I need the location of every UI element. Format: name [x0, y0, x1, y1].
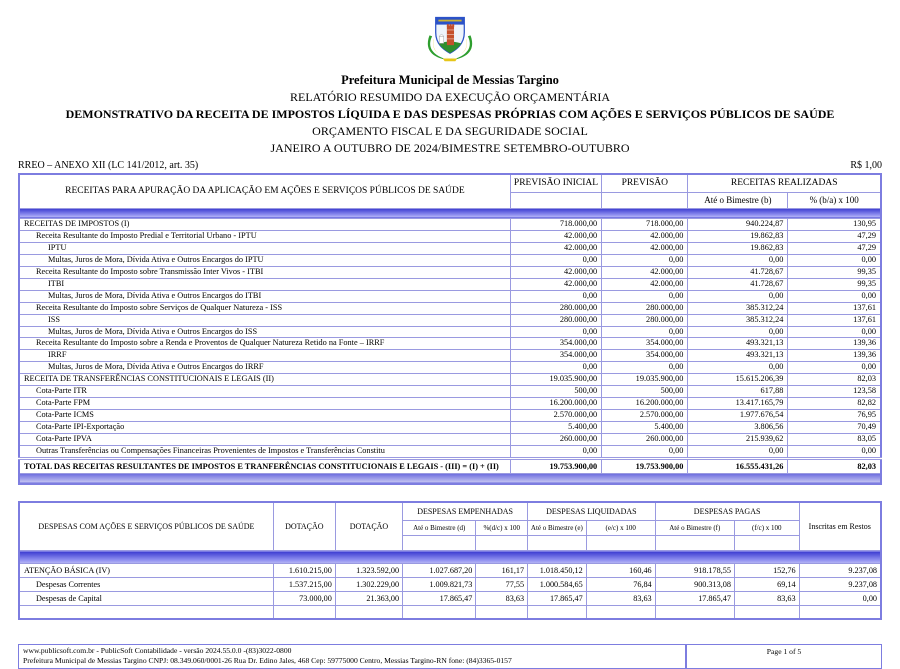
- row-value: 354.000,00: [602, 350, 688, 362]
- row-value: 0,00: [788, 445, 881, 458]
- row-label: Despesas de Capital: [19, 592, 273, 606]
- table-row: [19, 326, 881, 338]
- table-row: [19, 314, 881, 326]
- row-value: 19.035.900,00: [602, 374, 688, 386]
- row-value: 5.400,00: [510, 421, 601, 433]
- table-row: [19, 386, 881, 398]
- row-value: 99,35: [788, 278, 881, 290]
- row-label: RECEITA DE TRANSFERÊNCIAS CONSTITUCIONAIS E LEGAIS (II): [19, 374, 510, 386]
- row-value: 160,46: [586, 564, 655, 578]
- separator-band: [19, 208, 881, 219]
- col-ate-bimestre-b: Até o Bimestre (b): [688, 192, 788, 208]
- receitas-table: [18, 173, 882, 485]
- table-row: [19, 433, 881, 445]
- row-value: 83,63: [586, 592, 655, 606]
- group-despesas-liquidadas: DESPESAS LIQUIDADAS: [528, 502, 656, 521]
- row-value: 1.610.215,00: [273, 564, 335, 578]
- row-label: Despesas Correntes: [19, 578, 273, 592]
- row-value: 0,00: [602, 362, 688, 374]
- row-value: 0,00: [510, 255, 601, 267]
- report-period: JANEIRO A OUTUBRO DE 2024/BIMESTRE SETEMBRO-OUTUBRO: [270, 141, 630, 155]
- row-value: 0,00: [788, 362, 881, 374]
- row-value: 354.000,00: [510, 338, 601, 350]
- row-label: Multas, Juros de Mora, Dívida Ativa e Outros Encargos do ITBI: [19, 290, 510, 302]
- col-ate-bimestre-d: Até o Bimestre (d): [403, 521, 476, 536]
- row-value: 1.977.676,54: [688, 409, 788, 421]
- statement-title: DEMONSTRATIVO DA RECEITA DE IMPOSTOS LÍQUIDA E DAS DESPESAS PRÓPRIAS COM AÇÕES E SERVIÇOS PÚBLICOS DE SAÚDE: [65, 107, 835, 121]
- row-label: Cota-Parte ITR: [19, 386, 510, 398]
- budget-scope: ORÇAMENTO FISCAL E DA SEGURIDADE SOCIAL: [312, 124, 588, 138]
- table-row: [19, 267, 881, 279]
- table-row: [19, 255, 881, 267]
- coat-of-arms-icon: [423, 13, 477, 63]
- row-label: ISS: [19, 314, 510, 326]
- row-value: 41.728,67: [688, 267, 788, 279]
- row-value: 0,00: [602, 255, 688, 267]
- row-value: 0,00: [688, 255, 788, 267]
- row-value: 0,00: [602, 326, 688, 338]
- row-value: 47,29: [788, 231, 881, 243]
- row-value: 2.570.000,00: [510, 409, 601, 421]
- row-value: 0,00: [602, 290, 688, 302]
- col-ate-bimestre-e: Até o Bimestre (e): [528, 521, 587, 536]
- row-value: 70,49: [788, 421, 881, 433]
- row-value: 1.323.592,00: [335, 564, 402, 578]
- row-value: 152,76: [734, 564, 799, 578]
- row-value: 99,35: [788, 267, 881, 279]
- table-row: [19, 290, 881, 302]
- row-value: 280.000,00: [602, 314, 688, 326]
- row-label: Cota-Parte IPI-Exportação: [19, 421, 510, 433]
- row-value: 0,00: [510, 326, 601, 338]
- row-value: 19.862,83: [688, 243, 788, 255]
- row-value: 0,00: [510, 362, 601, 374]
- despesas-table: [18, 501, 882, 620]
- row-value: 0,00: [602, 445, 688, 458]
- row-value: 42.000,00: [510, 231, 601, 243]
- row-value: 83,63: [734, 592, 799, 606]
- despesas-rows: [19, 564, 881, 606]
- row-value: 493.321,13: [688, 350, 788, 362]
- page-number-box: Page 1 of 5: [686, 644, 882, 669]
- row-value: 42.000,00: [510, 278, 601, 290]
- table-row: [19, 231, 881, 243]
- row-value: 940.224,87: [688, 219, 788, 231]
- row-value: 500,00: [602, 386, 688, 398]
- table-row: [19, 362, 881, 374]
- table-row: [19, 578, 881, 592]
- row-value: 0,00: [688, 445, 788, 458]
- row-value: 260.000,00: [510, 433, 601, 445]
- report-titles: [0, 72, 900, 157]
- row-value: 260.000,00: [602, 433, 688, 445]
- row-value: 137,61: [788, 314, 881, 326]
- col-dotacao-2: DOTAÇÃO: [335, 502, 402, 551]
- row-value: 42.000,00: [602, 267, 688, 279]
- row-value: 47,29: [788, 243, 881, 255]
- row-value: 718.000,00: [602, 219, 688, 231]
- col-previsao: PREVISÃO: [602, 174, 688, 192]
- separator-band: [19, 473, 881, 484]
- row-label: Multas, Juros de Mora, Dívida Ativa e Outros Encargos do IRRF: [19, 362, 510, 374]
- table-row: [19, 592, 881, 606]
- row-label: Receita Resultante do Imposto sobre a Renda e Proventos de Qualquer Natureza Retido na Fonte – IRRF: [19, 338, 510, 350]
- row-value: 0,00: [788, 255, 881, 267]
- row-value: 0,00: [510, 445, 601, 458]
- row-value: 1.537.215,00: [273, 578, 335, 592]
- row-value: 161,17: [476, 564, 528, 578]
- row-label: Cota-Parte FPM: [19, 397, 510, 409]
- row-value: 42.000,00: [602, 231, 688, 243]
- row-value: 215.939,62: [688, 433, 788, 445]
- row-value: 19.862,83: [688, 231, 788, 243]
- row-value: 5.400,00: [602, 421, 688, 433]
- row-label: IPTU: [19, 243, 510, 255]
- row-value: 500,00: [510, 386, 601, 398]
- table-row: [19, 278, 881, 290]
- row-value: 16.200.000,00: [510, 397, 601, 409]
- annex-row: [18, 160, 882, 171]
- report-name: RELATÓRIO RESUMIDO DA EXECUÇÃO ORÇAMENTÁRIA: [289, 90, 610, 104]
- row-value: 0,00: [688, 362, 788, 374]
- row-label: ATENÇÃO BÁSICA (IV): [19, 564, 273, 578]
- group-despesas-empenhadas: DESPESAS EMPENHADAS: [403, 502, 528, 521]
- row-value: 1.009.821,73: [403, 578, 476, 592]
- row-value: 385.312,24: [688, 302, 788, 314]
- row-value: 1.018.450,12: [528, 564, 587, 578]
- receitas-table-title: RECEITAS PARA APURAÇÃO DA APLICAÇÃO EM AÇÕES E SERVIÇOS PÚBLICOS DE SAÚDE: [19, 174, 510, 208]
- software-info: www.publicsoft.com.br - PublicSoft Contabilidade - versão 2024.55.0.0 -(83)3022-0800: [23, 645, 292, 655]
- col-pct-ec: (e/c) x 100: [586, 521, 655, 536]
- table-row: [19, 445, 881, 458]
- row-value: 139,36: [788, 350, 881, 362]
- municipal-crest-logo: [0, 0, 900, 62]
- row-label: Cota-Parte ICMS: [19, 409, 510, 421]
- row-value: 0,00: [788, 290, 881, 302]
- despesas-table-title: DESPESAS COM AÇÕES E SERVIÇOS PÚBLICOS DE SAÚDE: [19, 502, 273, 551]
- currency-unit: R$ 1,00: [850, 160, 882, 171]
- row-value: 3.806,56: [688, 421, 788, 433]
- row-value: 1.027.687,20: [403, 564, 476, 578]
- total-value: 16.555.431,26: [688, 458, 788, 473]
- row-value: 42.000,00: [602, 243, 688, 255]
- row-value: 77,55: [476, 578, 528, 592]
- row-value: 280.000,00: [510, 314, 601, 326]
- row-value: 15.615.206,39: [688, 374, 788, 386]
- group-despesas-pagas: DESPESAS PAGAS: [655, 502, 799, 521]
- table-row: [19, 219, 881, 231]
- footer-info-box: [18, 644, 686, 669]
- row-value: 76,84: [586, 578, 655, 592]
- row-value: 9.237,08: [799, 564, 881, 578]
- row-value: 83,05: [788, 433, 881, 445]
- row-label: ITBI: [19, 278, 510, 290]
- empty-subcell: [602, 192, 688, 208]
- org-name: Prefeitura Municipal de Messias Targino: [341, 73, 559, 87]
- row-value: 9.237,08: [799, 578, 881, 592]
- row-value: 13.417.165,79: [688, 397, 788, 409]
- row-value: 73.000,00: [273, 592, 335, 606]
- row-value: 83,63: [476, 592, 528, 606]
- row-value: 280.000,00: [602, 302, 688, 314]
- row-value: 42.000,00: [510, 267, 601, 279]
- annex-reference: RREO – ANEXO XII (LC 141/2012, art. 35): [18, 160, 199, 171]
- receitas-rows: [19, 219, 881, 458]
- row-value: 130,95: [788, 219, 881, 231]
- row-value: 918.178,55: [655, 564, 734, 578]
- row-value: 1.000.584,65: [528, 578, 587, 592]
- row-value: 42.000,00: [510, 243, 601, 255]
- table-end-padding: [19, 606, 881, 619]
- row-value: 354.000,00: [510, 350, 601, 362]
- table-row: [19, 397, 881, 409]
- table-row: [19, 350, 881, 362]
- row-value: 617,88: [688, 386, 788, 398]
- row-value: 17.865,47: [655, 592, 734, 606]
- row-value: 21.363,00: [335, 592, 402, 606]
- col-pct-dc: %(d/c) x 100: [476, 521, 528, 536]
- row-value: 0,00: [688, 290, 788, 302]
- col-inscritas-restos: Inscritas em Restos: [799, 502, 881, 551]
- row-label: IRRF: [19, 350, 510, 362]
- group-receitas-realizadas: RECEITAS REALIZADAS: [688, 174, 881, 192]
- col-previsao-inicial: PREVISÃO INICIAL: [510, 174, 601, 192]
- table-row: [19, 302, 881, 314]
- table-row: [19, 338, 881, 350]
- col-pct-ba: % (b/a) x 100: [788, 192, 881, 208]
- row-value: 493.321,13: [688, 338, 788, 350]
- row-label: RECEITAS DE IMPOSTOS (I): [19, 219, 510, 231]
- row-value: 16.200.000,00: [602, 397, 688, 409]
- row-value: 76,95: [788, 409, 881, 421]
- table-row: [19, 421, 881, 433]
- empty-subcell: [510, 192, 601, 208]
- row-label: Receita Resultante do Imposto sobre Transmissão Inter Vivos - ITBI: [19, 267, 510, 279]
- table-row: [19, 243, 881, 255]
- col-dotacao-1: DOTAÇÃO: [273, 502, 335, 551]
- row-value: 385.312,24: [688, 314, 788, 326]
- row-label: Outras Transferências ou Compensações Financeiras Provenientes de Impostos e Transferências Constitu: [19, 445, 510, 458]
- row-value: 17.865,47: [403, 592, 476, 606]
- row-value: 69,14: [734, 578, 799, 592]
- page-footer: [18, 644, 882, 669]
- row-label: Multas, Juros de Mora, Dívida Ativa e Outros Encargos do ISS: [19, 326, 510, 338]
- table-row: [19, 374, 881, 386]
- total-value: 19.753.900,00: [602, 458, 688, 473]
- total-value: 82,03: [788, 458, 881, 473]
- row-value: 1.302.229,00: [335, 578, 402, 592]
- table-row: [19, 409, 881, 421]
- row-value: 0,00: [799, 592, 881, 606]
- total-label: TOTAL DAS RECEITAS RESULTANTES DE IMPOSTOS E TRANFERÊNCIAS CONSTITUCIONAIS E LEGAIS - (III) = (I) + (II): [19, 458, 510, 473]
- row-label: Receita Resultante do Imposto Predial e Territorial Urbano - IPTU: [19, 231, 510, 243]
- row-label: Multas, Juros de Mora, Dívida Ativa e Outros Encargos do IPTU: [19, 255, 510, 267]
- row-value: 123,58: [788, 386, 881, 398]
- row-value: 42.000,00: [602, 278, 688, 290]
- row-value: 139,36: [788, 338, 881, 350]
- row-value: 0,00: [510, 290, 601, 302]
- row-value: 19.035.900,00: [510, 374, 601, 386]
- row-value: 41.728,67: [688, 278, 788, 290]
- total-value: 19.753.900,00: [510, 458, 601, 473]
- row-value: 82,03: [788, 374, 881, 386]
- entity-info: Prefeitura Municipal de Messias Targino CNPJ: 08.349.060/0001-26 Rua Dr. Edino Jales, 468 Cep: 59775000 Centro, Messias Targino-RN fone: (84)3365-0157: [23, 656, 512, 666]
- row-value: 900.313,08: [655, 578, 734, 592]
- col-pct-fc: (f/c) x 100: [734, 521, 799, 536]
- separator-band: [19, 551, 881, 564]
- row-value: 137,61: [788, 302, 881, 314]
- table-row: [19, 564, 881, 578]
- row-value: 17.865,47: [528, 592, 587, 606]
- row-value: 2.570.000,00: [602, 409, 688, 421]
- row-label: Receita Resultante do Imposto sobre Serviços de Qualquer Natureza - ISS: [19, 302, 510, 314]
- row-value: 82,82: [788, 397, 881, 409]
- row-value: 718.000,00: [510, 219, 601, 231]
- col-ate-bimestre-f: Até o Bimestre (f): [655, 521, 734, 536]
- row-value: 280.000,00: [510, 302, 601, 314]
- receitas-total-row: [19, 458, 881, 473]
- row-value: 0,00: [688, 326, 788, 338]
- row-value: 354.000,00: [602, 338, 688, 350]
- row-value: 0,00: [788, 326, 881, 338]
- row-label: Cota-Parte IPVA: [19, 433, 510, 445]
